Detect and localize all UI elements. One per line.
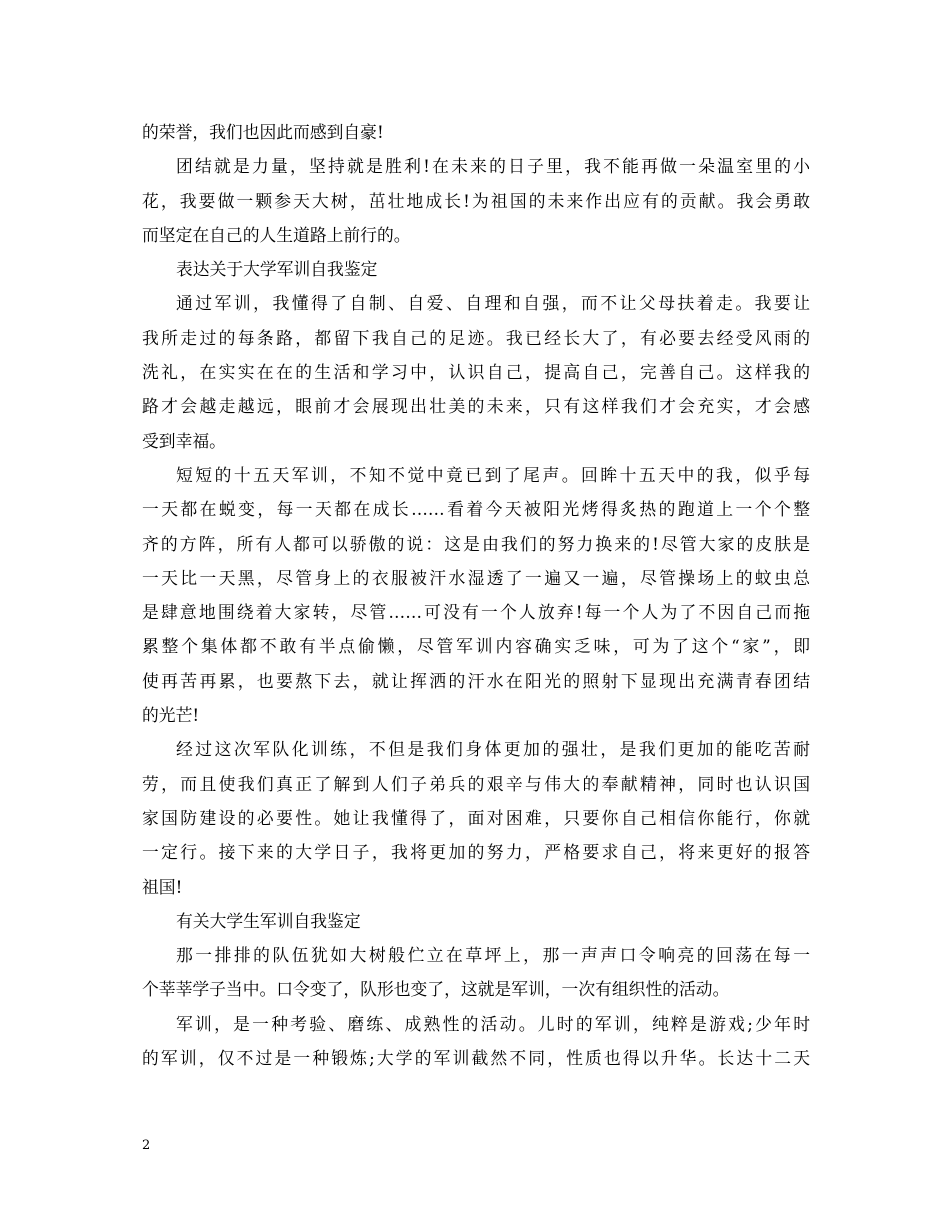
text-line: 齐的方阵，所有人都可以骄傲的说：这是由我们的努力换来的!尽管大家的皮肤是 xyxy=(142,533,810,554)
text-line: 一天都在蜕变，每一天都在成长……看着今天被阳光烤得炙热的跑道上一个个整 xyxy=(142,499,810,520)
page-number: 2 xyxy=(142,1138,151,1153)
section-heading: 有关大学生军训自我鉴定 xyxy=(176,910,361,931)
text-line: 个莘莘学子当中。口令变了，队形也变了，这就是军训，一次有组织性的活动。 xyxy=(142,979,730,1000)
text-line: 的光芒! xyxy=(142,705,200,726)
text-line: 洗礼，在实实在在的生活和学习中，认识自己，提高自己，完善自己。这样我的 xyxy=(142,362,810,383)
text-line: 一天比一天黑，尽管身上的衣服被汗水湿透了一遍又一遍，尽管操场上的蚊虫总 xyxy=(142,567,810,588)
text-line: 那一排排的队伍犹如大树般伫立在草坪上，那一声声口令响亮的回荡在每一 xyxy=(176,945,810,966)
text-line: 受到幸福。 xyxy=(142,430,226,451)
text-line: 而坚定在自己的人生道路上前行的。 xyxy=(142,224,411,245)
text-line: 花，我要做一颗参天大树，茁壮地成长!为祖国的未来作出应有的贡献。我会勇敢 xyxy=(142,190,810,211)
text-line: 使再苦再累，也要熬下去，就让挥洒的汗水在阳光的照射下显现出充满青春团结 xyxy=(142,670,810,691)
text-line: 家国防建设的必要性。她让我懂得了，面对困难，只要你自己相信你能行，你就 xyxy=(142,807,810,828)
text-line: 团结就是力量，坚持就是胜利!在未来的日子里，我不能再做一朵温室里的小 xyxy=(176,156,810,177)
text-line: 路才会越走越远，眼前才会展现出壮美的未来，只有这样我们才会充实，才会感 xyxy=(142,396,810,417)
text-line: 的军训，仅不过是一种锻炼;大学的军训截然不同，性质也得以升华。长达十二天 xyxy=(142,1048,810,1069)
text-line: 的荣誉，我们也因此而感到自豪! xyxy=(142,122,384,142)
text-line: 通过军训，我懂得了自制、自爱、自理和自强，而不让父母扶着走。我要让 xyxy=(176,293,810,314)
text-line: 我所走过的每条路，都留下我自己的足迹。我已经长大了，有必要去经受风雨的 xyxy=(142,327,810,348)
text-line: 一定行。接下来的大学日子，我将更加的努力，严格要求自己，将来更好的报答 xyxy=(142,842,810,863)
text-line: 军训，是一种考验、磨练、成熟性的活动。儿时的军训，纯粹是游戏;少年时 xyxy=(176,1013,810,1034)
text-line: 累整个集体都不敢有半点偷懒，尽管军训内容确实乏味，可为了这个“家”，即 xyxy=(142,636,810,657)
text-line: 短短的十五天军训，不知不觉中竟已到了尾声。回眸十五天中的我，似乎每 xyxy=(176,464,810,485)
text-line: 经过这次军队化训练，不但是我们身体更加的强壮，是我们更加的能吃苦耐 xyxy=(176,739,810,760)
body-text xyxy=(142,115,810,1075)
text-line: 祖国! xyxy=(142,876,183,897)
section-heading: 表达关于大学军训自我鉴定 xyxy=(176,259,378,280)
text-line: 劳，而且使我们真正了解到人们子弟兵的艰辛与伟大的奉献精神，同时也认识国 xyxy=(142,773,810,794)
text-line: 是肆意地围绕着大家转，尽管……可没有一个人放弃!每一个人为了不因自己而拖 xyxy=(142,602,810,623)
